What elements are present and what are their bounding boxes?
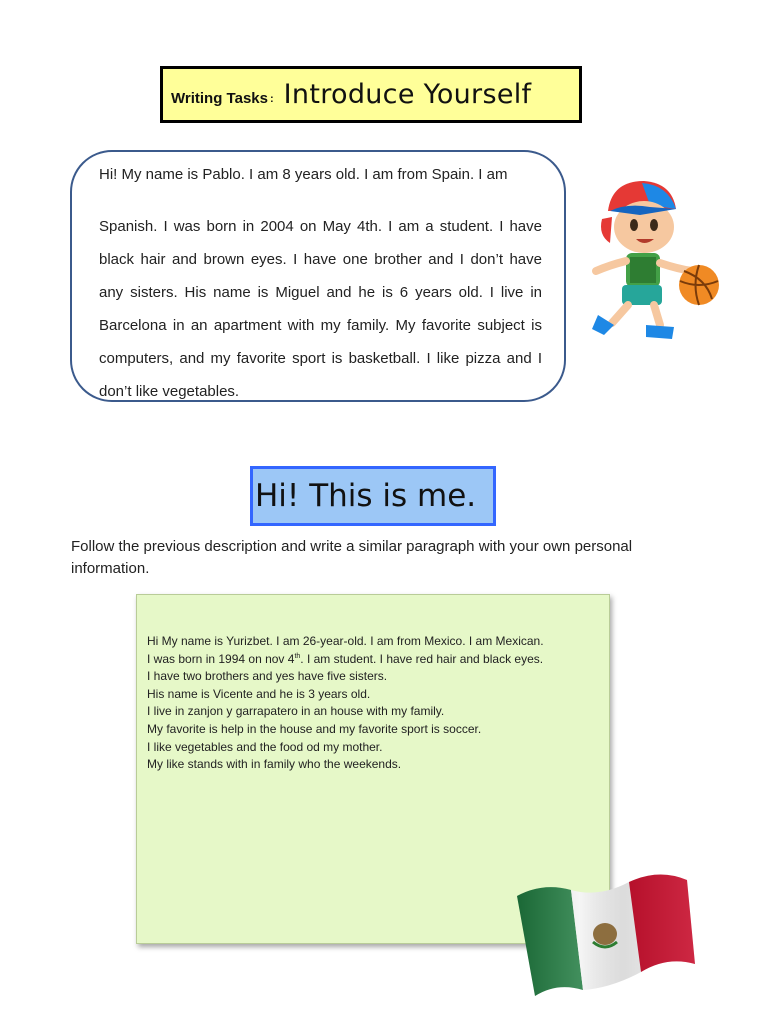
page-title: Introduce Yourself [283,79,532,110]
example-first-line: Hi! My name is Pablo. I am 8 years old. I am from Spain. I am [99,166,508,183]
example-paragraph: Spanish. I was born in 2004 on May 4th. I am a student. I have black hair and brown eyes. I have one brother and I don’t have any sisters. His name is Miguel and he is 6 years old. I live in Barcelona in an apartment with my family. My favorite subject is computers, and my favorite sport is basketball. I like pizza and I don’t like vegetables. [99,218,542,400]
title-box [160,66,582,123]
answer-line: My favorite is help in the house and my favorite sport is soccer. [147,721,482,736]
answer-line: Hi My name is Yurizbet. I am 26-year-old. I am from Mexico. I am Mexican. [147,634,544,648]
answer-line: I live in zanjon y garrapatero in an house with my family. [147,704,445,719]
writing-tasks-label: Writing Tasks [171,90,268,107]
answer-text [147,633,599,774]
answer-line: His name is Vicente and he is 3 years old. [147,686,371,701]
answer-line: My like stands with in family who the weekends. [147,757,402,772]
instructions-text: Follow the previous description and write a similar paragraph with your own personal information. [71,538,633,577]
answer-line: I have two brothers and yes have five sisters. [147,669,388,684]
title-colon: : [269,92,274,105]
boy-basketball-icon [580,175,722,347]
answer-line: I like vegetables and the food od my mother. [147,739,383,754]
mexico-flag-icon [513,872,699,998]
section-heading: Hi! This is me. [255,478,477,514]
section-heading-box [250,466,496,526]
example-bubble [70,150,566,402]
answer-line: I was born in 1994 on nov 4th. I am student. I have red hair and black eyes. [147,651,544,666]
